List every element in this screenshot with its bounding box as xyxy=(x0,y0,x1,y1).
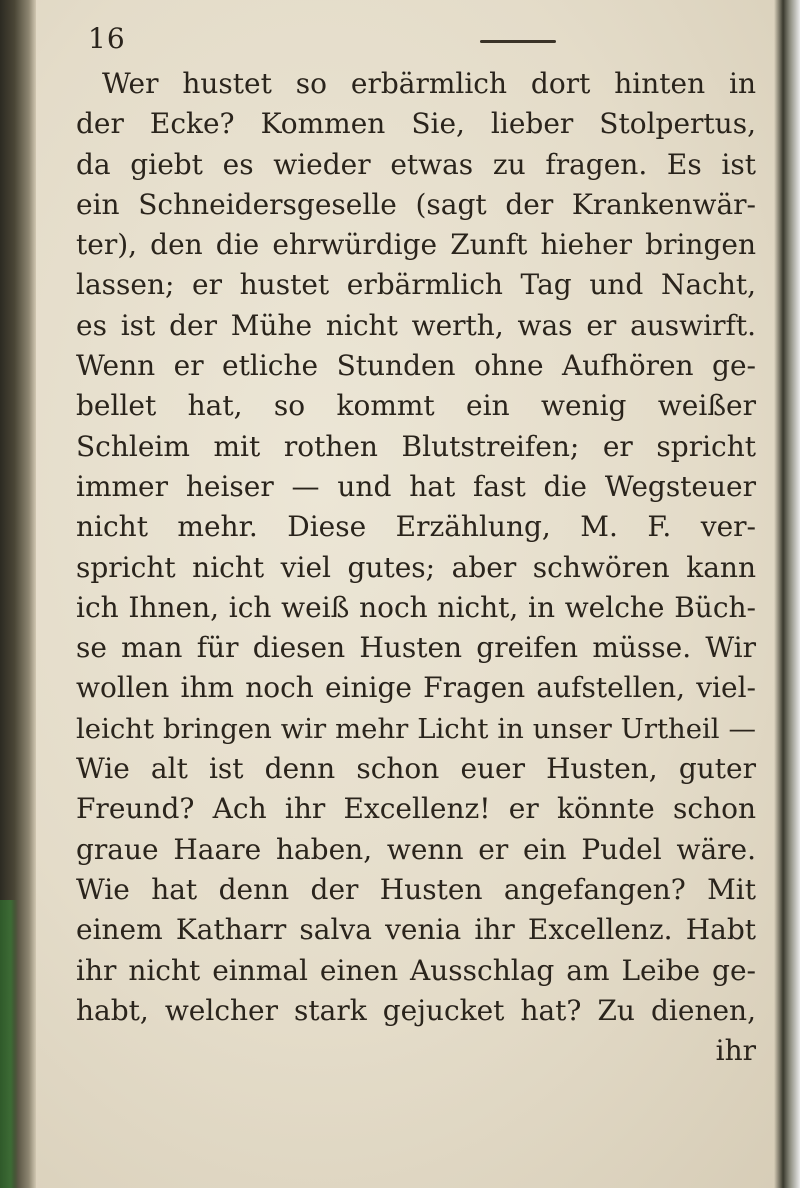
text-line: leicht bringen wir mehr Licht in unser Urtheil — xyxy=(76,712,756,745)
text-line: se man für diesen Husten greifen müsse. Wir xyxy=(76,631,756,665)
text-line: der Ecke? Kommen Sie, lieber Stolpertus, xyxy=(76,107,756,141)
text-line: Wie hat denn der Husten angefangen? Mit xyxy=(76,872,756,906)
header-rule xyxy=(480,40,556,43)
text-line: ter), den die ehrwürdige Zunft hieher bringen xyxy=(76,228,756,262)
text-line: wollen ihm noch einige Fragen aufstellen, viel- xyxy=(76,671,756,705)
page-number: 16 xyxy=(88,22,126,55)
text-line: einem Katharr salva venia ihr Excellenz. Habt xyxy=(76,913,756,947)
page-edge xyxy=(774,0,800,1188)
text-line: Wie alt ist denn schon euer Husten, guter xyxy=(76,752,756,786)
text-line: bellet hat, so kommt ein wenig weißer xyxy=(76,389,756,423)
text-line: ich Ihnen, ich weiß noch nicht, in welche Büch- xyxy=(76,590,756,624)
text-line: Freund? Ach ihr Excellenz! er könnte schon xyxy=(76,792,756,826)
catchword: ihr xyxy=(715,1034,756,1068)
binding-cloth xyxy=(0,900,18,1188)
text-line: immer heiser — und hat fast die Wegsteuer xyxy=(76,469,756,503)
text-line: Wer hustet so erbärmlich dort hinten in xyxy=(102,67,756,100)
text-line: nicht mehr. Diese Erzählung, M. F. ver- xyxy=(76,510,756,544)
text-line: habt, welcher stark gejucket hat? Zu dienen, xyxy=(76,993,756,1027)
text-line: ein Schneidersgeselle (sagt der Krankenwär- xyxy=(76,187,756,221)
text-line: lassen; er hustet erbärmlich Tag und Nacht, xyxy=(76,268,756,302)
text-line: graue Haare haben, wenn er ein Pudel wäre. xyxy=(76,832,756,866)
text-line: Wenn er etliche Stunden ohne Aufhören ge- xyxy=(76,349,756,383)
text-line: ihr nicht einmal einen Ausschlag am Leibe ge- xyxy=(76,953,756,987)
text-line: Schleim mit rothen Blutstreifen; er spricht xyxy=(76,429,756,463)
text-line: da giebt es wieder etwas zu fragen. Es ist xyxy=(76,147,756,181)
body-text xyxy=(76,64,756,1071)
text-line: es ist der Mühe nicht werth, was er auswirft. xyxy=(76,308,756,342)
text-line: spricht nicht viel gutes; aber schwören kann xyxy=(76,550,756,584)
